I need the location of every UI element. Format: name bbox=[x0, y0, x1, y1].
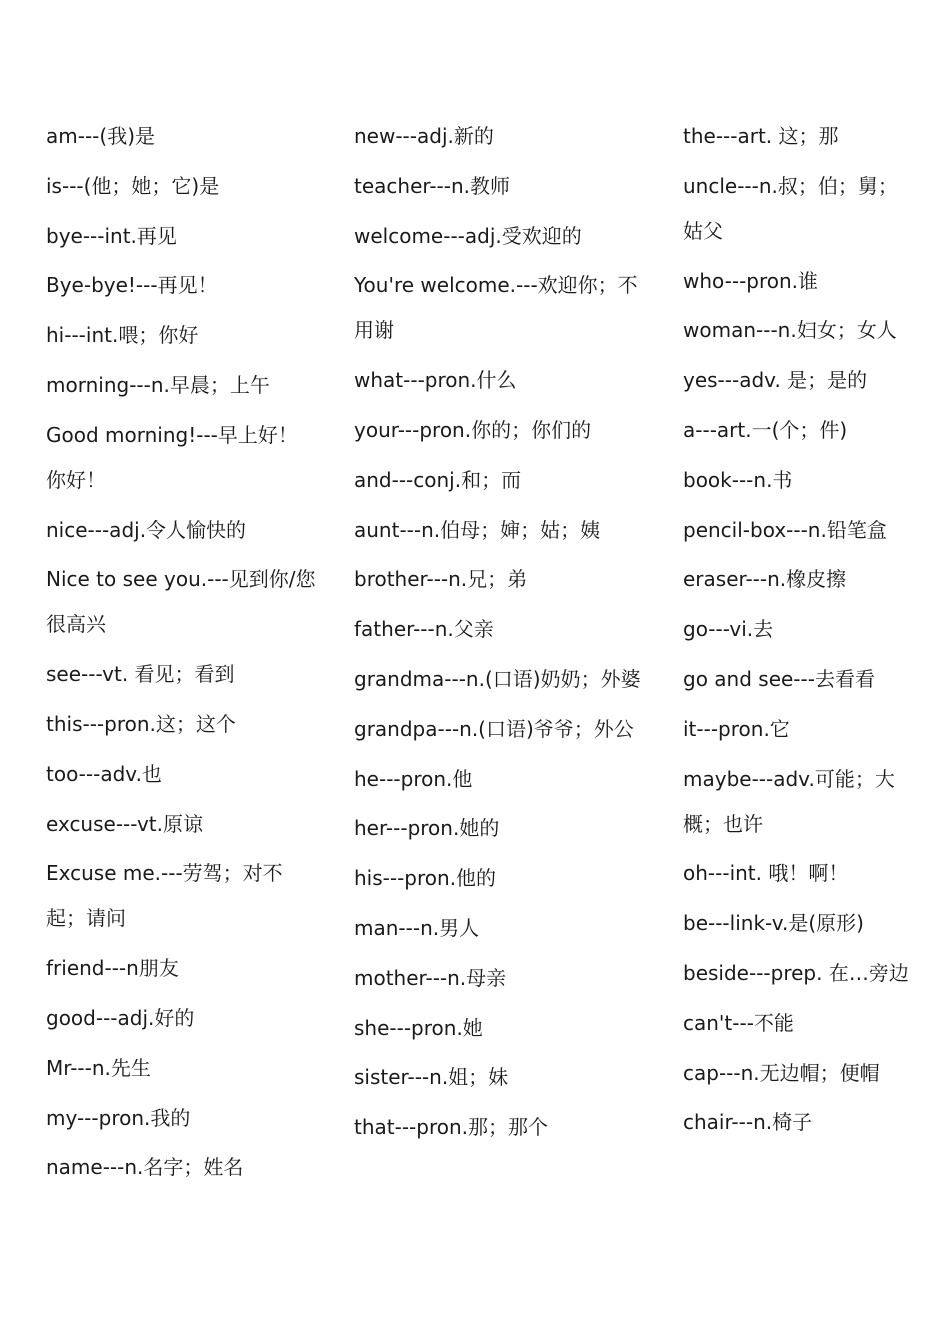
vocab-entry: man---n.男人 bbox=[354, 915, 480, 940]
vocab-entry: am---(我)是 bbox=[46, 124, 155, 148]
vocab-entry: good---adj.好的 bbox=[46, 1005, 195, 1030]
vocab-entry: that---pron.那；那个 bbox=[354, 1115, 549, 1140]
vocab-entry: be---link-v.是(原形) bbox=[683, 911, 864, 936]
vocab-entry: a---art.一(个；件) bbox=[683, 417, 848, 442]
vocab-entry: go---vi.去 bbox=[683, 617, 774, 642]
vocab-entry: oh---int. 哦！啊！ bbox=[683, 861, 849, 886]
vocab-entry: father---n.父亲 bbox=[354, 617, 494, 642]
vocab-entry: his---pron.他的 bbox=[354, 866, 497, 891]
vocab-entry: hi---int.喂；你好 bbox=[46, 323, 199, 348]
vocab-entry: friend---n朋友 bbox=[46, 956, 179, 981]
vocab-entry: You're welcome.---欢迎你；不用谢 bbox=[354, 273, 638, 343]
vocab-entry: pencil-box---n.铅笔盒 bbox=[683, 517, 887, 542]
vocab-entry: teacher---n.教师 bbox=[354, 173, 511, 198]
vocab-entry: her---pron.她的 bbox=[354, 816, 500, 841]
vocab-column-3 bbox=[683, 114, 913, 1145]
vocab-entry: your---pron.你的；你们的 bbox=[354, 417, 592, 442]
vocab-entry: who---pron.谁 bbox=[683, 268, 819, 293]
vocab-entry: it---pron.它 bbox=[683, 716, 790, 741]
vocab-entry: and---conj.和；而 bbox=[354, 467, 522, 492]
vocab-entry: Excuse me.---劳驾；对不起；请问 bbox=[46, 861, 283, 931]
vocab-entry: too---adv.也 bbox=[46, 761, 162, 786]
vocab-entry: mother---n.母亲 bbox=[354, 965, 507, 990]
vocab-entry: Nice to see you.---见到你/您很高兴 bbox=[46, 567, 316, 637]
vocab-entry: aunt---n.伯母；婶；姑；姨 bbox=[354, 517, 601, 542]
vocab-entry: excuse---vt.原谅 bbox=[46, 811, 203, 836]
vocab-entry: see---vt. 看见；看到 bbox=[46, 662, 235, 687]
vocab-entry: this---pron.这；这个 bbox=[46, 711, 236, 736]
vocab-entry: morning---n.早晨；上午 bbox=[46, 372, 270, 397]
vocab-entry: new---adj.新的 bbox=[354, 124, 494, 148]
vocab-entry: uncle---n.叔；伯；舅；姑父 bbox=[683, 173, 898, 243]
vocab-entry: book---n.书 bbox=[683, 467, 793, 492]
vocab-entry: grandma---n.(口语)奶奶；外婆 bbox=[354, 666, 641, 691]
vocab-entry: can't---不能 bbox=[683, 1010, 794, 1035]
vocab-entry: my---pron.我的 bbox=[46, 1105, 191, 1130]
vocab-entry: Mr---n.先生 bbox=[46, 1055, 151, 1080]
vocab-entry: chair---n.椅子 bbox=[683, 1110, 813, 1135]
vocab-entry: Good morning!---早上好！你好！ bbox=[46, 422, 298, 492]
vocab-entry: is---(他；她；它)是 bbox=[46, 173, 220, 198]
vocab-entry: grandpa---n.(口语)爷爷；外公 bbox=[354, 716, 634, 741]
vocab-entry: maybe---adv.可能；大概；也许 bbox=[683, 766, 895, 836]
vocab-entry: nice---adj.令人愉快的 bbox=[46, 517, 247, 542]
vocab-entry: go and see---去看看 bbox=[683, 666, 875, 691]
vocab-entry: he---pron.他 bbox=[354, 766, 473, 791]
vocab-entry: she---pron.她 bbox=[354, 1015, 483, 1040]
vocab-entry: welcome---adj.受欢迎的 bbox=[354, 223, 582, 248]
vocab-entry: eraser---n.橡皮擦 bbox=[683, 567, 847, 592]
vocab-entry: bye---int.再见 bbox=[46, 223, 177, 248]
vocab-entry: beside---prep. 在…旁边 bbox=[683, 960, 909, 985]
vocab-entry: what---pron.什么 bbox=[354, 368, 517, 393]
vocab-entry: sister---n.姐；妹 bbox=[354, 1065, 509, 1090]
vocab-entry: cap---n.无边帽；便帽 bbox=[683, 1060, 880, 1085]
vocab-entry: name---n.名字；姓名 bbox=[46, 1155, 244, 1180]
vocab-entry: yes---adv. 是；是的 bbox=[683, 368, 868, 393]
vocab-entry: brother---n.兄；弟 bbox=[354, 567, 528, 592]
vocab-entry: woman---n.妇女；女人 bbox=[683, 318, 897, 343]
vocab-column-2 bbox=[354, 114, 646, 1150]
vocab-entry: Bye-bye!---再见！ bbox=[46, 273, 218, 298]
vocab-entry: the---art. 这；那 bbox=[683, 124, 839, 148]
vocab-column-1 bbox=[46, 114, 316, 1190]
